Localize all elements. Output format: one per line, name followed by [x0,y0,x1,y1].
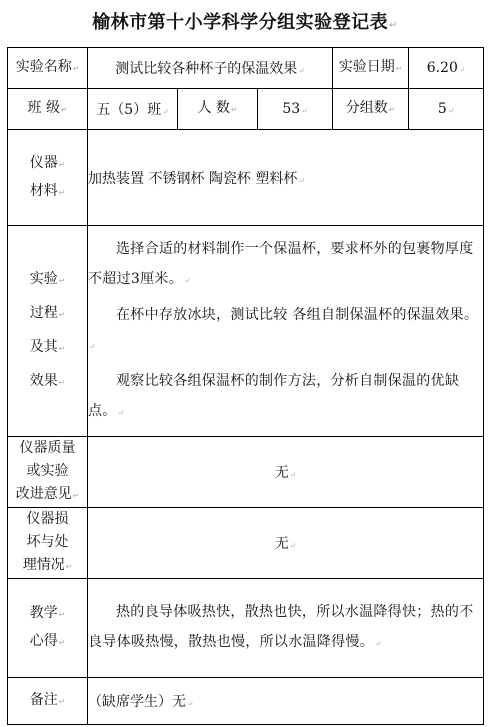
damage-value: 无↵ [88,508,484,579]
process-paragraph: 观察比较各组保温杯的制作方法，分析自制保温的优缺点。↵ [88,373,460,419]
instruments-label: 仪器↵ 材料↵ [8,130,88,226]
process-paragraph: 选择合适的材料制作一个保温杯，要求杯外的包裹物厚度不超过3厘米。↵ [88,241,474,287]
class-value: 五（5）班↵ [88,89,178,130]
form-title: 榆林市第十小学科学分组实验登记表↵ [92,12,398,33]
reflection-paragraph: 热的良导体吸热快，散热也快，所以水温降得快；热的不良导体吸热慢，散热也慢，所以水温降得慢。↵ [88,604,474,650]
instruments-value: 加热装置 不锈钢杯 陶瓷杯 塑料杯↵ [88,130,484,226]
row-reflection [8,579,484,678]
process-paragraph: 在杯中存放冰块，测试比较 各组自制保温杯的保温效果。↵ [89,307,479,351]
reflection-value [88,579,484,678]
process-label: 实验↵ 过程↵ 及其↵ 效果↵ [8,226,88,437]
row-quality [8,437,484,508]
row-instruments [8,130,484,226]
quality-value: 无↵ [88,437,484,508]
student-count-label: 人 数↵ [178,89,258,130]
remarks-value: （缺席学生）无↵ [88,678,484,725]
row-class-info [8,89,484,130]
experiment-date-label: 实验日期↵ [333,48,409,89]
group-count-value: 5↵ [409,89,484,130]
experiment-name-value: 测试比较各种杯子的保温效果↵ [88,48,333,89]
row-process [8,226,484,437]
remarks-label: 备注↵ [8,678,88,725]
group-count-label: 分组数↵ [333,89,409,130]
row-experiment-name [8,48,484,89]
student-count-value: 53↵ [258,89,333,130]
class-label: 班 级↵ [8,89,88,130]
experiment-name-label: 实验名称↵ [8,48,88,89]
reflection-label: 教学↵ 心得↵ [8,579,88,678]
quality-label: 仪器质量 或实验 改进意见↵ [8,437,88,508]
damage-label: 仪器损 坏与处 理情况↵ [8,508,88,579]
experiment-register-table [7,47,484,725]
row-remarks [8,678,484,725]
row-damage [8,508,484,579]
process-description [88,226,484,437]
experiment-date-value: 6.20↵ [409,48,484,89]
